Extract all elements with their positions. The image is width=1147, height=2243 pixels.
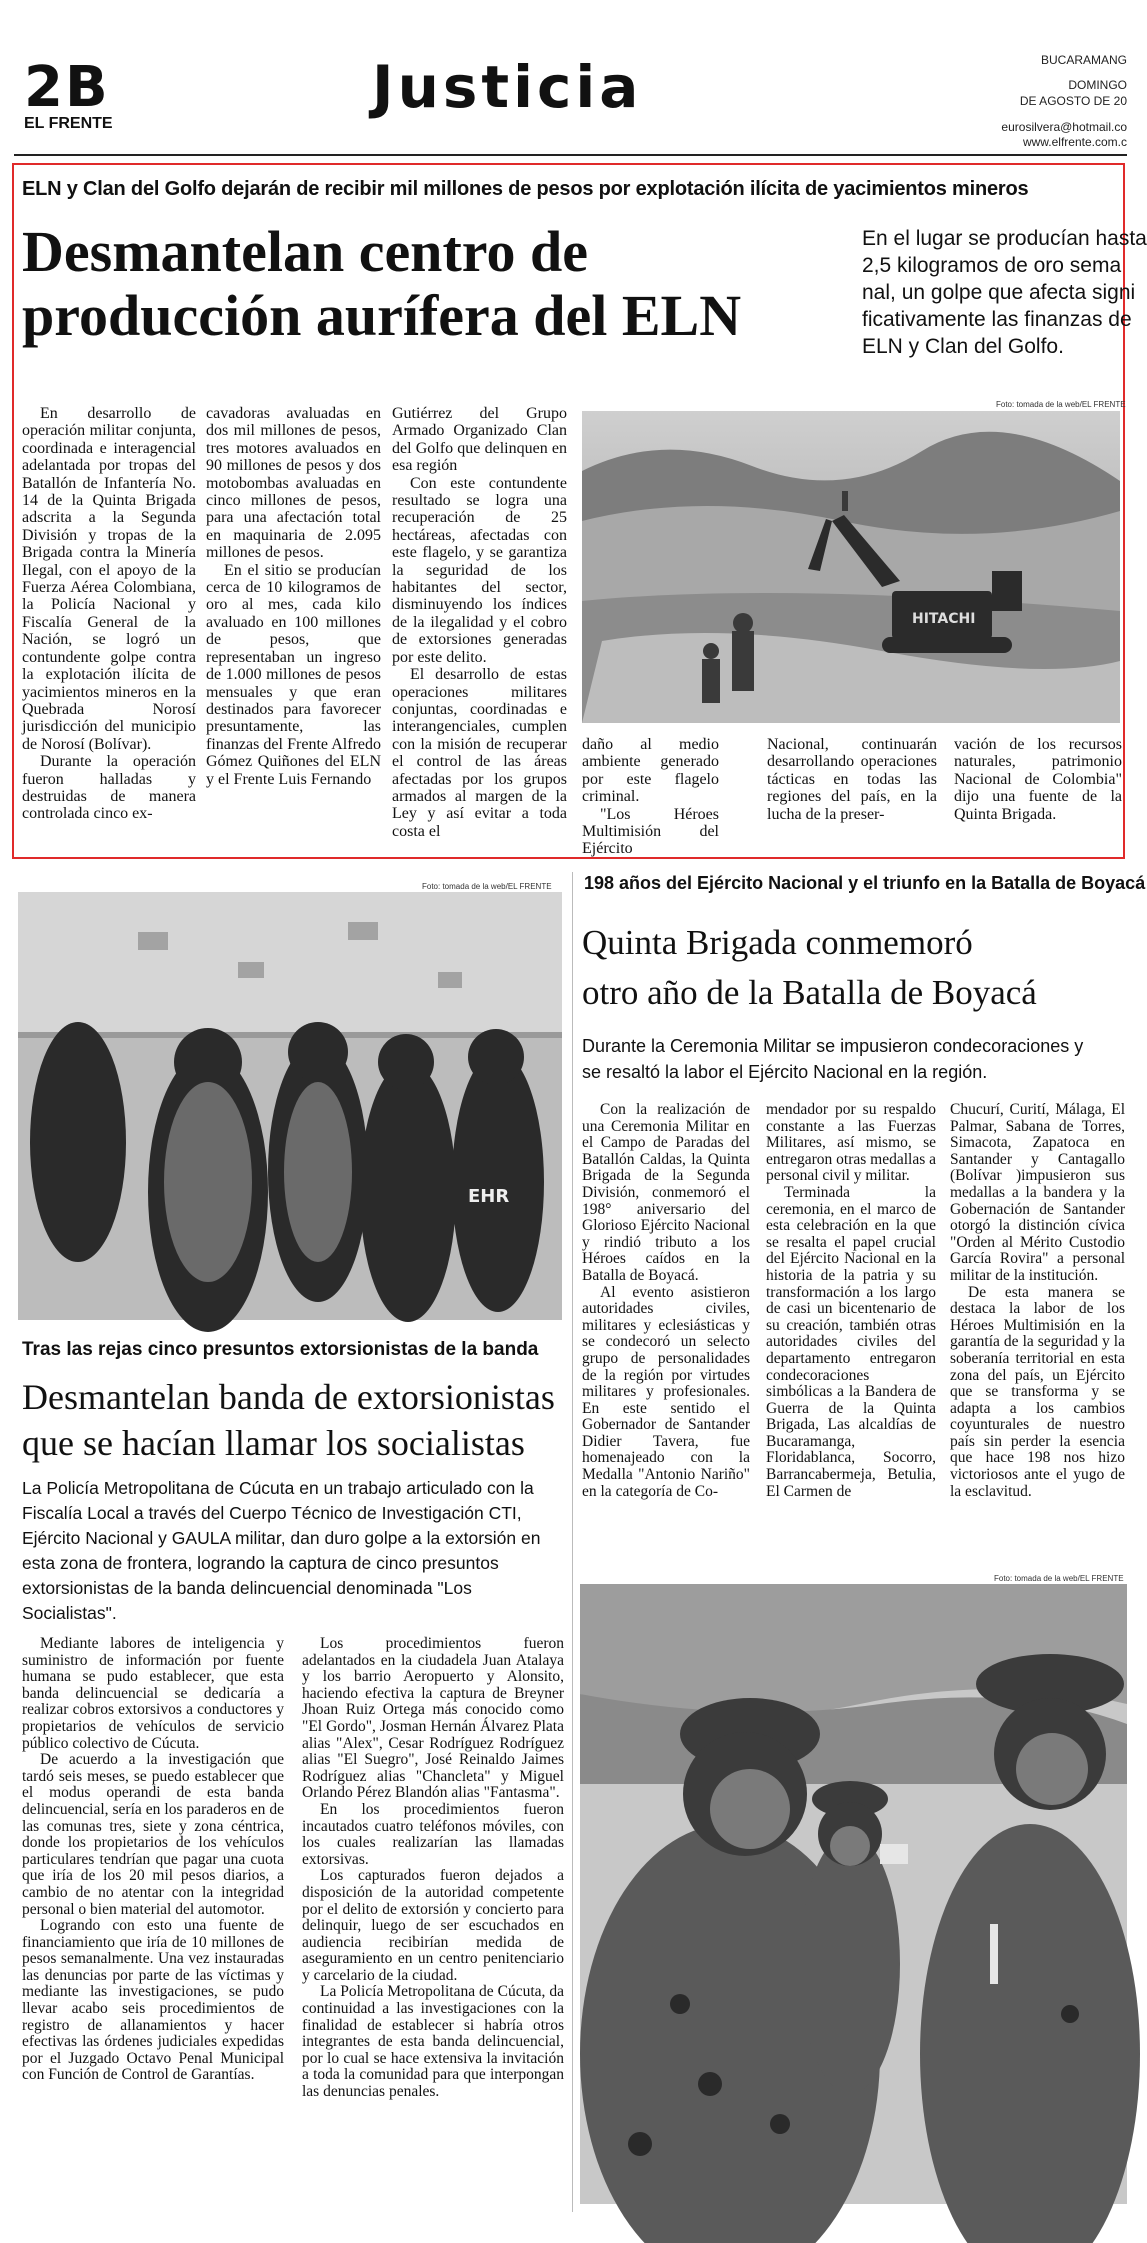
story2-column-1 [22,1636,284,2211]
page-number: 2B [24,55,110,120]
header-date: DE AGOSTO DE 20 [1019,94,1127,108]
story1-column-5 [767,736,937,841]
newspaper-name: EL FRENTE [24,115,113,132]
paragraph: Mediante labores de inteligencia y suministro de información por fuente humana se pudo establecer, que esta banda delincuencial se dedicaría a realizar cobros extorsivos a conductores y propietarios de vehículos de servicio público colectivo de Cúcuta. [22,1635,284,1752]
paragraph: Los capturados fueron dejados a disposición de la autoridad competente por el delito de extorsión y concierto para delinquir, luego de ser escuchados en audiencia recibirían medida de aseguramiento en un centro penitenciario y carcelario de la ciudad. [302,1867,564,1984]
column-divider [572,872,573,2212]
paragraph: Chucurí, Curití, Málaga, El Palmar, Sabana de Torres, Simacota, Zapatoca en Santander y Cantagallo (Bolívar )impusieron sus medallas a la bandera y la Gobernación de Santander otorgó la distinción cívica "Orden al Mérito Custodio García Rovira" a personal militar de la institución. [950,1101,1125,1284]
paragraph: Nacional, continuarán desarrollando operaciones tácticas en todas las regiones del país, en la lucha de la preser- [767,736,937,823]
svg-text:HITACHI: HITACHI [912,611,976,627]
story2-kicker: Tras las rejas cinco presuntos extorsionistas de la banda [22,1339,539,1360]
story1-column-1 [22,405,196,840]
deck-line: se resaltó la labor el Ejército Nacional en la región. [582,1062,988,1082]
paragraph: Con la realización de una Ceremonia Militar en el Campo de Paradas del Batallón Caldas, la Quinta Brigada de la Segunda División, conmemoró el 198° aniversario del Glorioso Ejército Nacional y rindió tributo a los Héroes caídos en la Batalla de Boyacá. [582,1101,750,1284]
paragraph: Terminada la ceremonia, en el marco de esta celebración en la que se resalta el papel crucial del Ejército Nacional en la historia de la patria y su transformación a los largo de casi un bicentenario de su creación, también otras autoridades civiles del departamento entregaron condecoraciones simbólicas a la Bandera de Guerra de la Quinta Brigada, Las alcaldías de Bucaramanga, Floridablanca, Socorro, Barrancabermeja, Betulia, El Carmen de [766,1183,936,1500]
paragraph: Con este contundente resultado se logra una recuperación de 25 hectáreas, afectadas con este flagelo, y se garantiza la seguridad de los habitantes del sector, disminuyendo los índices de la ilegalidad y el cobro de extorsiones generadas por este delito. [392,474,567,666]
story1-kicker: ELN y Clan del Golfo dejarán de recibir mil millones de pesos por explotación ilícita de yacimientos mineros [22,178,1029,200]
paragraph: Los procedimientos fueron adelantados en la ciudadela Juan Atalaya y los barrio Aeropuerto y Alonsito, haciendo efectiva la captura de Breyner Jhoan Ruiz Ortega más conocido como "El Gordo", Josman Hernán Álvarez Plata alias "Alex", Cesar Rodríguez Rodríguez alias "El Suegro", José Reinaldo Jaimes Rodríguez alias "Chancleta" y Miguel Orlando Pérez Blandón alias "Fantasma". [302,1635,564,1802]
story3-headline-line2: otro año de la Batalla de Boyacá [582,973,1037,1012]
paragraph: daño al medio ambiente generado por este flagelo criminal. [582,736,719,806]
deck-line: nal, un golpe que afecta signi [862,281,1136,304]
paragraph: Al evento asistieron autoridades civiles, militares y eclesiásticas y se condecoró un selecto grupo de personalidades de la región por virtudes militares y profesionales. En este sentido el Gobernador de Santander Didier Tavera, fue homenajeado con la Medalla "Antonio Nariño" en la categoría de Co- [582,1283,750,1500]
paragraph: Logrando con esto una fuente de financiamiento que iría de 10 millones de pesos semanalmente. Una vez instauradas las denuncias por parte de las víctimas y mediante las investigaciones, se pudo llevar acabo seis procedimientos de registro de allanamientos y hacer efectivas las órdenes judiciales expedidas por el Juzgado Octavo Penal Municipal con Función de Control de Garantías. [22,1917,284,2084]
svg-text:EHR: EHR [468,1186,510,1207]
paragraph: De acuerdo a la investigación que tardó seis meses, se puedo establecer que el modus operandi de esta banda delincuencial, sería en los paraderos en de las comunas tres, siete y zona céntrica, donde los propietarios de los vehículos particulares tendrían que pagar una cuota que iría de los 20 mil pesos diarios, a cambio de no atentar con la integridad personal o bien material del automotor. [22,1751,284,1918]
deck-line: En el lugar se producían hasta [862,227,1147,250]
story3-kicker: 198 años del Ejército Nacional y el triunfo en la Batalla de Boyacá [584,873,1146,893]
deck-line: ELN y Clan del Golfo. [862,335,1064,358]
story1-deck [862,225,1147,360]
deck-line: 2,5 kilogramos de oro sema [862,254,1122,277]
story1-column-6 [954,736,1122,841]
story2-headline-line1: Desmantelan banda de extorsionistas [22,1377,555,1417]
header-email[interactable]: eurosilvera@hotmail.co [1001,120,1127,134]
story3-column-1 [582,1102,750,1568]
deck-line: ficativamente las finanzas de [862,308,1132,331]
paragraph: Gutiérrez del Grupo Armado Organizado Clan del Golfo que delinquen en esa región [392,405,567,475]
story2-lead: La Policía Metropolitana de Cúcuta en un trabajo articulado con la Fiscalía Local a través del Cuerpo Técnico de Investigación CTI, Ejército Nacional y GAULA militar, dan duro golpe a la extorsión en esta zona de frontera, logrando la captura de cinco presuntos extorsionistas de la banda delincuencial denominada "Los Socialistas". [22,1478,541,1623]
paragraph: La Policía Metropolitana de Cúcuta, da continuidad a las investigaciones con la finalidad de establecer si habría otros integrantes de esta banda delincuencial, por lo cual se hace extensiva la invitación a toda la comunidad para que interpongan las denuncias penales. [302,1983,564,2101]
paragraph: En el sitio se producían cerca de 10 kilogramos de oro al mes, cada kilo avaluado en 100 millones de pesos, que representaban un ingreso de 1.000 millones de pesos mensuales y que eran destinados para favorecer presuntamente, las finanzas del Frente Alfredo Gómez Quiñones del ELN y el Frente Luis Fernando [206,561,381,788]
story2-headline [22,1374,567,1466]
story1-column-4 [582,736,719,858]
header-rule [14,154,1127,156]
paragraph: "Los Héroes Multimisión del Ejército [582,805,719,858]
header-city: BUCARAMANG [1040,53,1127,67]
story1-column-2 [206,405,381,840]
story2-headline-line2: que se hacían llamar los socialistas [22,1423,525,1463]
paragraph: De esta manera se destaca la labor de los Héroes Multimisión en la garantía de la seguridad y la soberanía territorial en esta zona del país, un Ejército que se transforma y se adapta a los cambios coyunturales de nuestro país sin perder la esencia que hace 198 nos hizo victoriosos ante el yugo de la esclavitud. [950,1283,1125,1500]
paragraph: En desarrollo de operación militar conjunta, coordinada e interagencial adelantada por tropas del Batallón de Infantería No. 14 de la Quinta Brigada adscrita a la Segunda División y tropas de la Brigada contra la Minería Ilegal, con el apoyo de la Fuerza Aérea Colombiana, la Policía Nacional y Fiscalía General de la Nación, se logró un contundente golpe contra la explotación ilícita de yacimientos mineros en la Quebrada Norosí jurisdicción del municipio de Norosí (Bolívar). [22,405,196,753]
story3-headline-line1: Quinta Brigada conmemoró [582,923,973,962]
story3-column-3 [950,1102,1125,1568]
story1-headline [22,220,862,348]
story2-photo-credit: Foto: tomada de la web/EL FRENTE [422,882,552,891]
story3-column-2 [766,1102,936,1568]
story1-column-3 [392,405,567,840]
header-website[interactable]: www.elfrente.com.c [1022,135,1127,149]
military-ceremony-photo [580,1584,1127,2204]
header-day: DOMINGO [1068,78,1127,92]
story1-headline-line2: producción aurífera del ELN [22,283,742,348]
paragraph: El desarrollo de estas operaciones militares conjuntas, coordinadas e interangenciales, cumplen con la misión de recuperar el control de las áreas afectadas por los grupos armados al margen de la Ley y así evitar a toda costa el [392,666,567,840]
paragraph: cavadoras avaluadas en dos mil millones de pesos, tres motores avaluados en 90 millones de pesos y dos motobombas avaluadas en cinco millones de pesos, para una afectación total en maquinaria de 2.095 millones de pesos. [206,405,381,562]
story2-column-2 [302,1636,564,2211]
paragraph: En los procedimientos fueron incautados cuatro teléfonos móviles, con los cuales realizarían las llamadas extorsivas. [302,1800,564,1868]
mining-site-photo [582,411,1120,723]
story1-headline-line1: Desmantelan centro de [22,219,588,284]
story3-photo-credit: Foto: tomada de la web/EL FRENTE [994,1574,1124,1583]
paragraph: mendador por su respaldo constante a las Fuerzas Militares, así mismo, se entregaron otras medallas a personal civil y militar. [766,1101,936,1185]
deck-line: Durante la Ceremonia Militar se impusieron condecoraciones y [582,1036,1084,1056]
paragraph: vación de los recursos naturales, patrimonio Nacional de Colombia" dijo una fuente de la Quinta Brigada. [954,736,1122,823]
paragraph: Durante la operación fueron halladas y destruidas de manera controlada cinco ex- [22,753,196,823]
story3-headline [582,918,1127,1018]
story3-deck [582,1033,1127,1085]
story1-photo-credit: Foto: tomada de la web/EL FRENTE [996,400,1126,409]
section-title: Justicia [372,53,643,121]
arrested-suspects-photo [18,892,562,1320]
